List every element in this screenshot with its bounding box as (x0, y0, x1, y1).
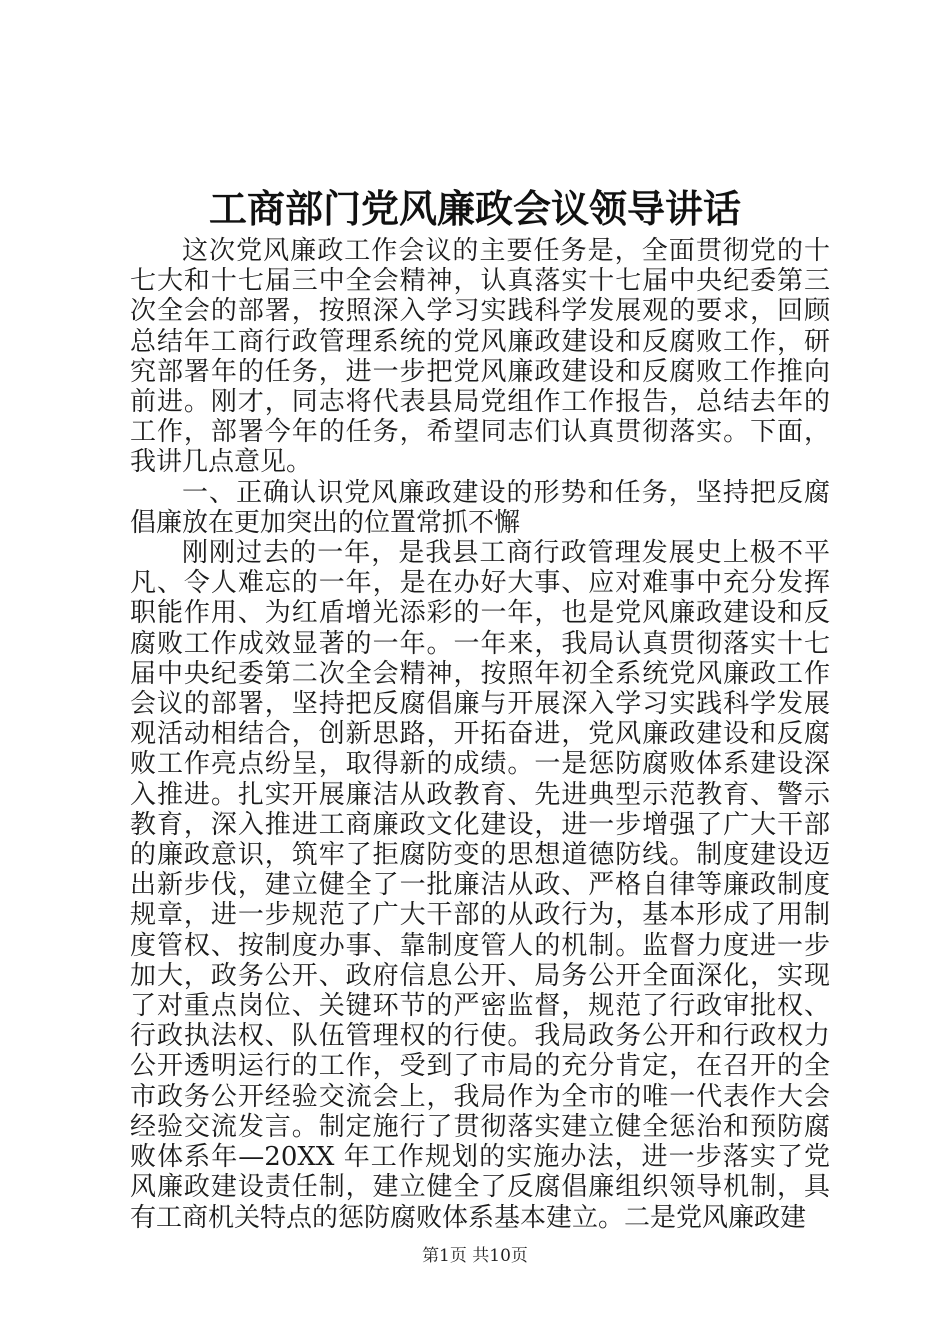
paragraph-review: 刚刚过去的一年，是我县工商行政管理发展史上极不平凡、令人难忘的一年，是在办好大事、应对难事中充分发挥职能作用、为红盾增光添彩的一年，也是党风廉政建设和反腐败工作成效显著的一年。一年来，我局认真贯彻落实十七届中央纪委第二次全会精神，按照年初全系统党风廉政工作会议的部署，坚持把反腐倡廉与开展深入学习实践科学发展观活动相结合，创新思路，开拓奋进，党风廉政建设和反腐败工作亮点纷呈，取得新的成绩。一是惩防腐败体系建设深入推进。扎实开展廉洁从政教育、先进典型示范教育、警示教育，深入推进工商廉政文化建设，进一步增强了广大干部的廉政意识，筑牢了拒腐防变的思想道德防线。制度建设迈出新步伐，建立健全了一批廉洁从政、严格自律等廉政制度规章，进一步规范了广大干部的从政行为，基本形成了用制度管权、按制度办事、靠制度管人的机制。监督力度进一步加大，政务公开、政府信息公开、局务公开全面深化，实现了对重点岗位、关键环节的严密监督，规范了行政审批权、行政执法权、队伍管理权的行使。我局政务公开和行政权力公开透明运行的工作，受到了市局的充分肯定，在召开的全市政务公开经验交流会上，我局作为全市的唯一代表作大会经验交流发言。制定施行了贯彻落实建立健全惩治和预防腐败体系年—20XX 年工作规划的实施办法，进一步落实了党风廉政建设责任制，建立健全了反腐倡廉组织领导机制，具有工商机关特点的惩防腐败体系基本建立。二是党风廉政建 (130, 538, 830, 1233)
paragraph-section-heading: 一、正确认识党风廉政建设的形势和任务，坚持把反腐倡廉放在更加突出的位置常抓不懈 (130, 477, 830, 538)
document-body (130, 236, 830, 1233)
document-title: 工商部门党风廉政会议领导讲话 (208, 186, 741, 231)
page-number-footer: 第1页 共10页 (422, 1246, 528, 1266)
paragraph-intro: 这次党风廉政工作会议的主要任务是，全面贯彻党的十七大和十七届三中全会精神，认真落实十七届中央纪委第三次全会的部署，按照深入学习实践科学发展观的要求，回顾总结年工商行政管理系统的党风廉政建设和反腐败工作，研究部署年的任务，进一步把党风廉政建设和反腐败工作推向前进。刚才，同志将代表县局党组作工作报告，总结去年的工作，部署今年的任务，希望同志们认真贯彻落实。下面，我讲几点意见。 (130, 236, 830, 478)
